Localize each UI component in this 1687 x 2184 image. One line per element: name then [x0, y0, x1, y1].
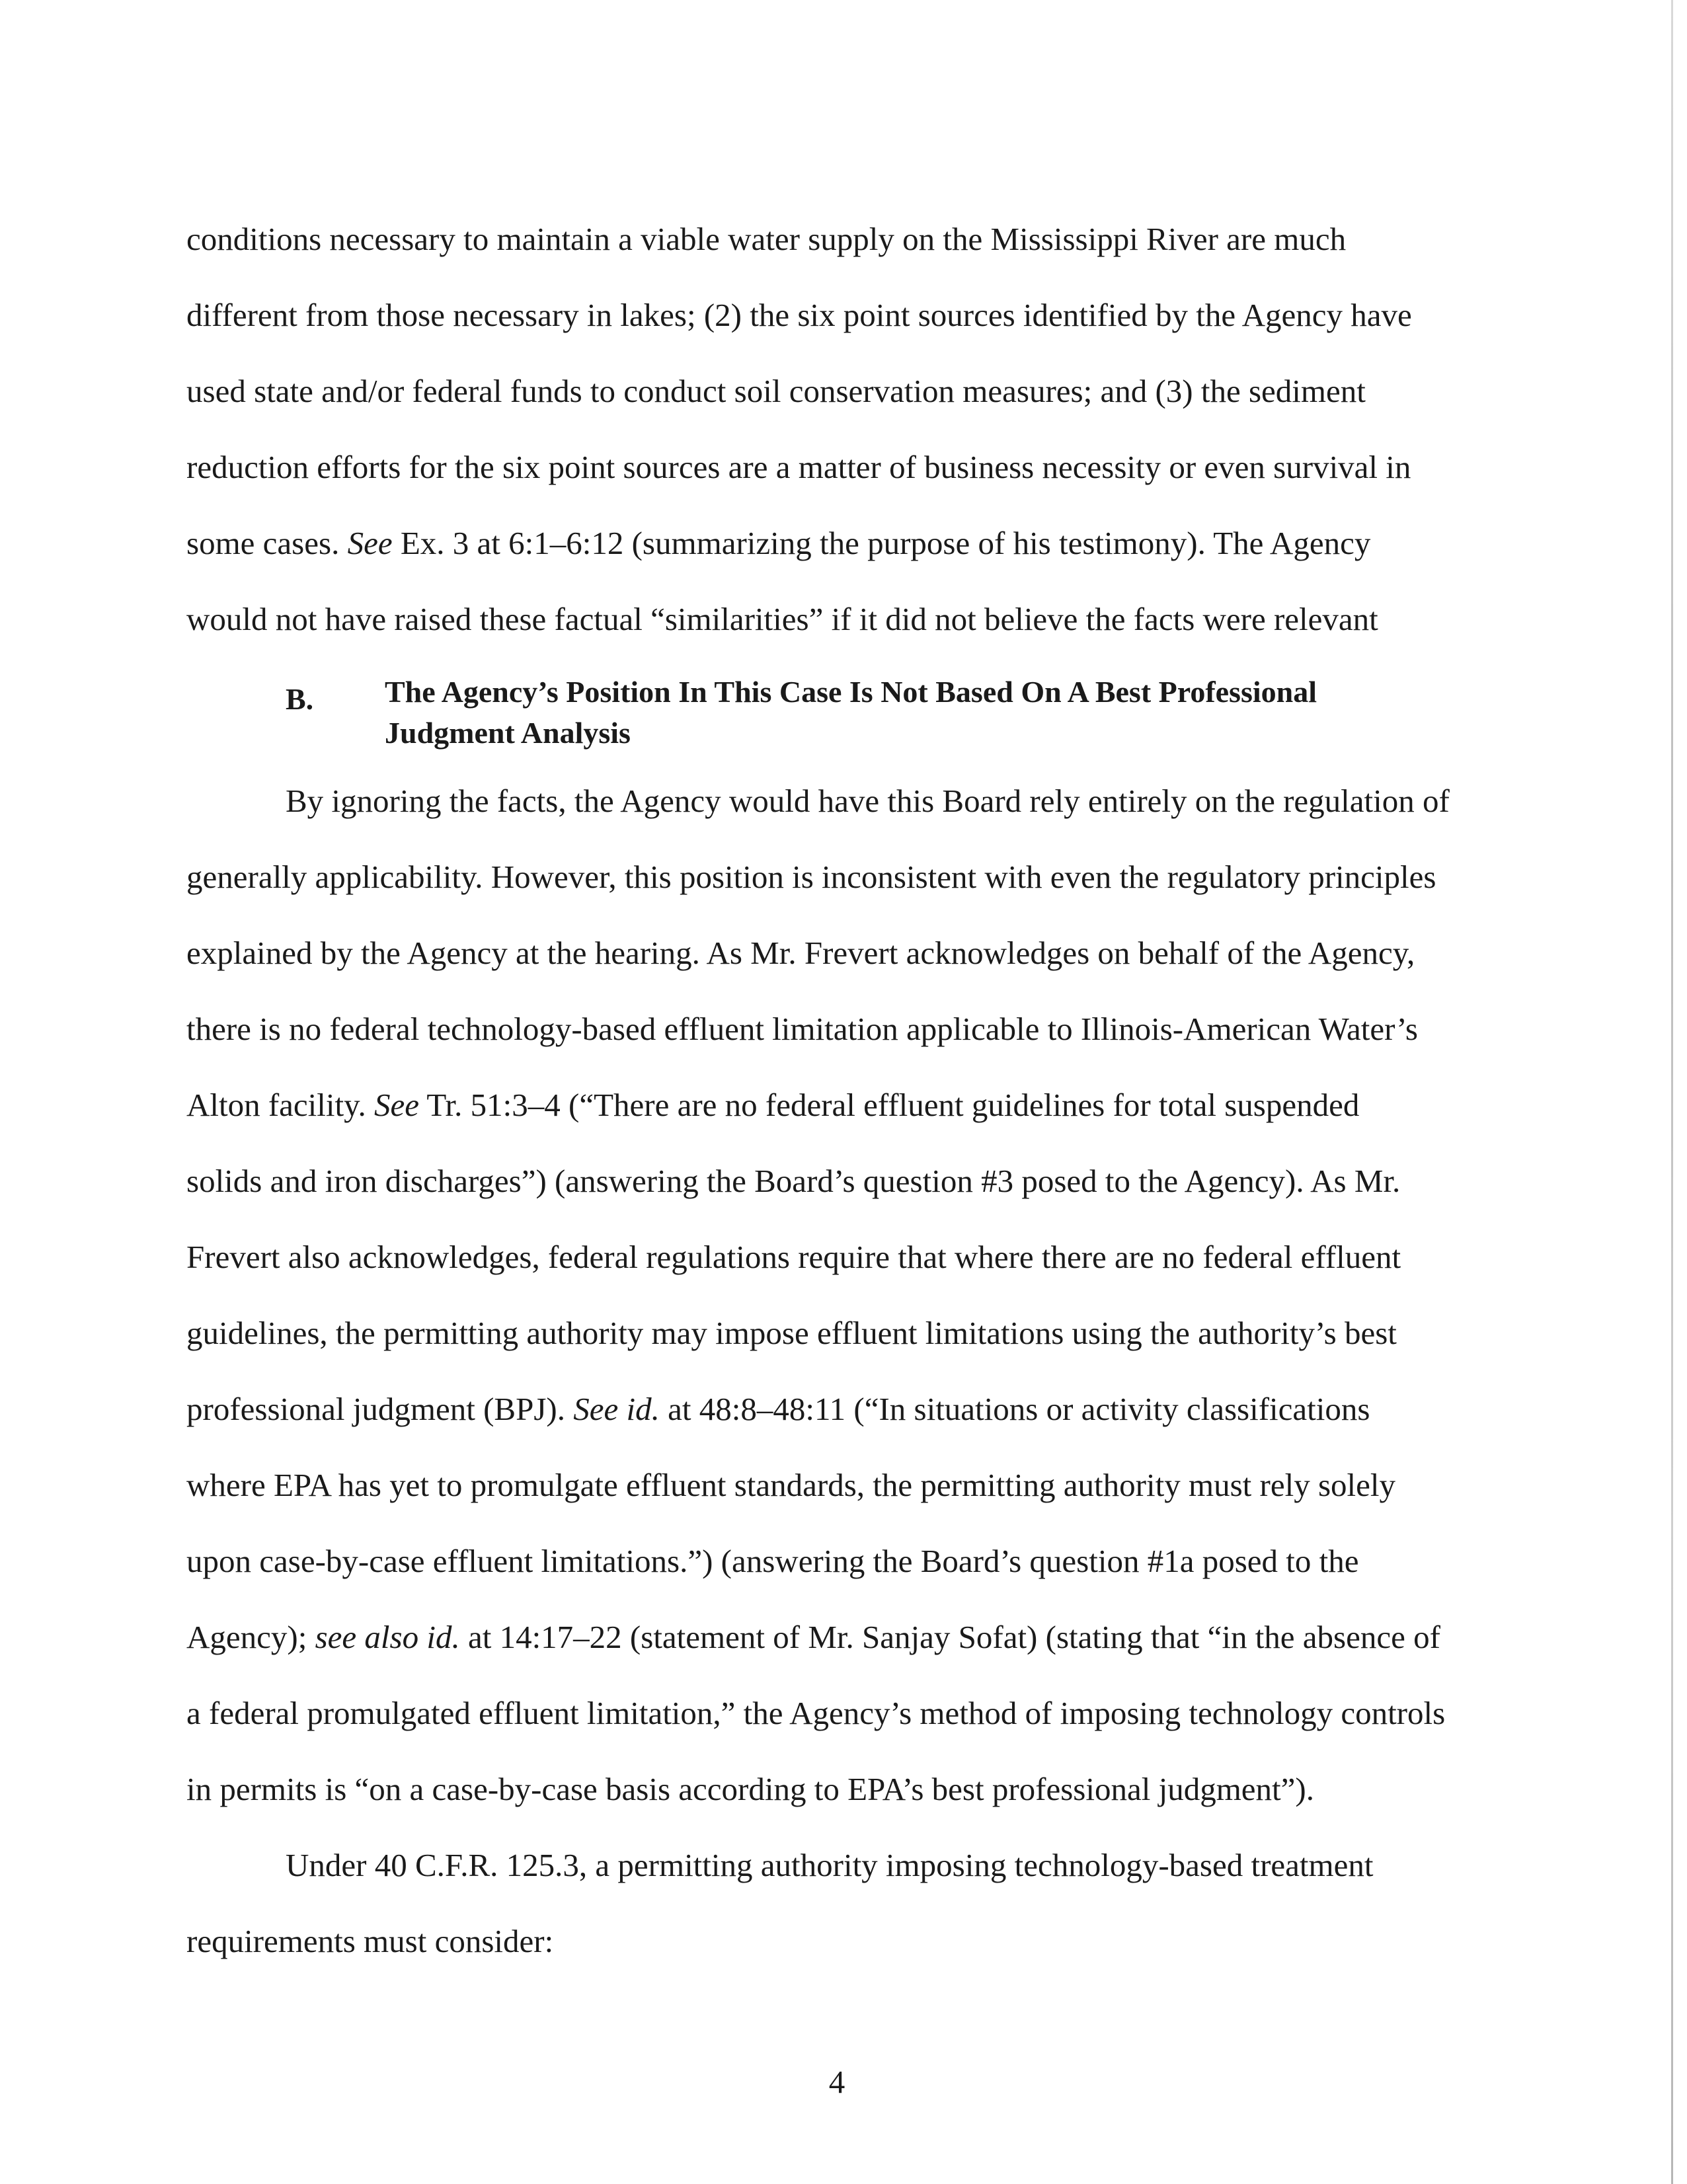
- text-line: By ignoring the facts, the Agency would have this Board rely entirely on the regulation of: [286, 783, 1450, 819]
- citation-signal: See: [373, 1087, 419, 1123]
- text-run: professional judgment (BPJ).: [186, 1391, 574, 1427]
- text-run: at 48:8–48:11 (“In situations or activity classifications: [659, 1391, 1370, 1427]
- text-line: where EPA has yet to promulgate effluent standards, the permitting authority must rely solely: [186, 1467, 1395, 1503]
- text-run: some cases.: [186, 525, 348, 561]
- text-run: Tr. 51:3–4 (“There are no federal effluent guidelines for total suspended: [418, 1087, 1360, 1123]
- text-line: [186, 524, 1370, 563]
- text-line: used state and/or federal funds to conduct soil conservation measures; and (3) the sediment: [186, 373, 1366, 409]
- text-line: [186, 1085, 1359, 1125]
- citation-signal: See: [347, 525, 393, 561]
- section-heading: Judgment Analysis: [385, 716, 631, 750]
- text-line: guidelines, the permitting authority may impose effluent limitations using the authority’s best: [186, 1315, 1397, 1351]
- text-run: Alton facility.: [186, 1087, 374, 1123]
- text-line: there is no federal technology-based effluent limitation applicable to Illinois-American Water’s: [186, 1011, 1418, 1047]
- text-line: requirements must consider:: [186, 1923, 554, 1959]
- section-heading: The Agency’s Position In This Case Is Not Based On A Best Professional: [385, 675, 1317, 709]
- citation-signal: see also id.: [315, 1619, 460, 1655]
- text-line: reduction efforts for the six point sources are a matter of business necessity or even survival in: [186, 449, 1411, 485]
- text-run: Agency);: [186, 1619, 315, 1655]
- text-line: conditions necessary to maintain a viable water supply on the Mississippi River are much: [186, 221, 1347, 257]
- text-line: Frevert also acknowledges, federal regulations require that where there are no federal effluent: [186, 1239, 1401, 1275]
- text-line: solids and iron discharges”) (answering the Board’s question #3 posed to the Agency). As Mr.: [186, 1163, 1401, 1199]
- text-line: [186, 1618, 1440, 1657]
- text-run: Ex. 3 at 6:1–6:12 (summarizing the purpose of his testimony). The Agency: [392, 525, 1371, 561]
- text-line: in permits is “on a case-by-case basis according to EPA’s best professional judgment”).: [186, 1771, 1314, 1807]
- text-run: at 14:17–22 (statement of Mr. Sanjay Sofat) (stating that “in the absence of: [459, 1619, 1440, 1655]
- text-line: Under 40 C.F.R. 125.3, a permitting authority imposing technology-based treatment: [286, 1847, 1374, 1883]
- scan-edge-shadow: [1671, 0, 1673, 2184]
- page-number: 4: [828, 2064, 845, 2100]
- citation-signal: See id.: [573, 1391, 660, 1427]
- text-line: generally applicability. However, this position is inconsistent with even the regulatory principles: [186, 859, 1436, 895]
- text-line: [186, 1389, 1370, 1429]
- text-line: upon case-by-case effluent limitations.”) (answering the Board’s question #1a posed to the: [186, 1543, 1359, 1579]
- text-line: different from those necessary in lakes; (2) the six point sources identified by the Agency have: [186, 297, 1412, 333]
- text-line: would not have raised these factual “similarities” if it did not believe the facts were relevant: [186, 601, 1378, 637]
- text-line: a federal promulgated effluent limitation,” the Agency’s method of imposing technology controls: [186, 1695, 1446, 1731]
- section-letter: B.: [286, 682, 314, 716]
- text-line: explained by the Agency at the hearing. As Mr. Frevert acknowledges on behalf of the Agency,: [186, 935, 1415, 971]
